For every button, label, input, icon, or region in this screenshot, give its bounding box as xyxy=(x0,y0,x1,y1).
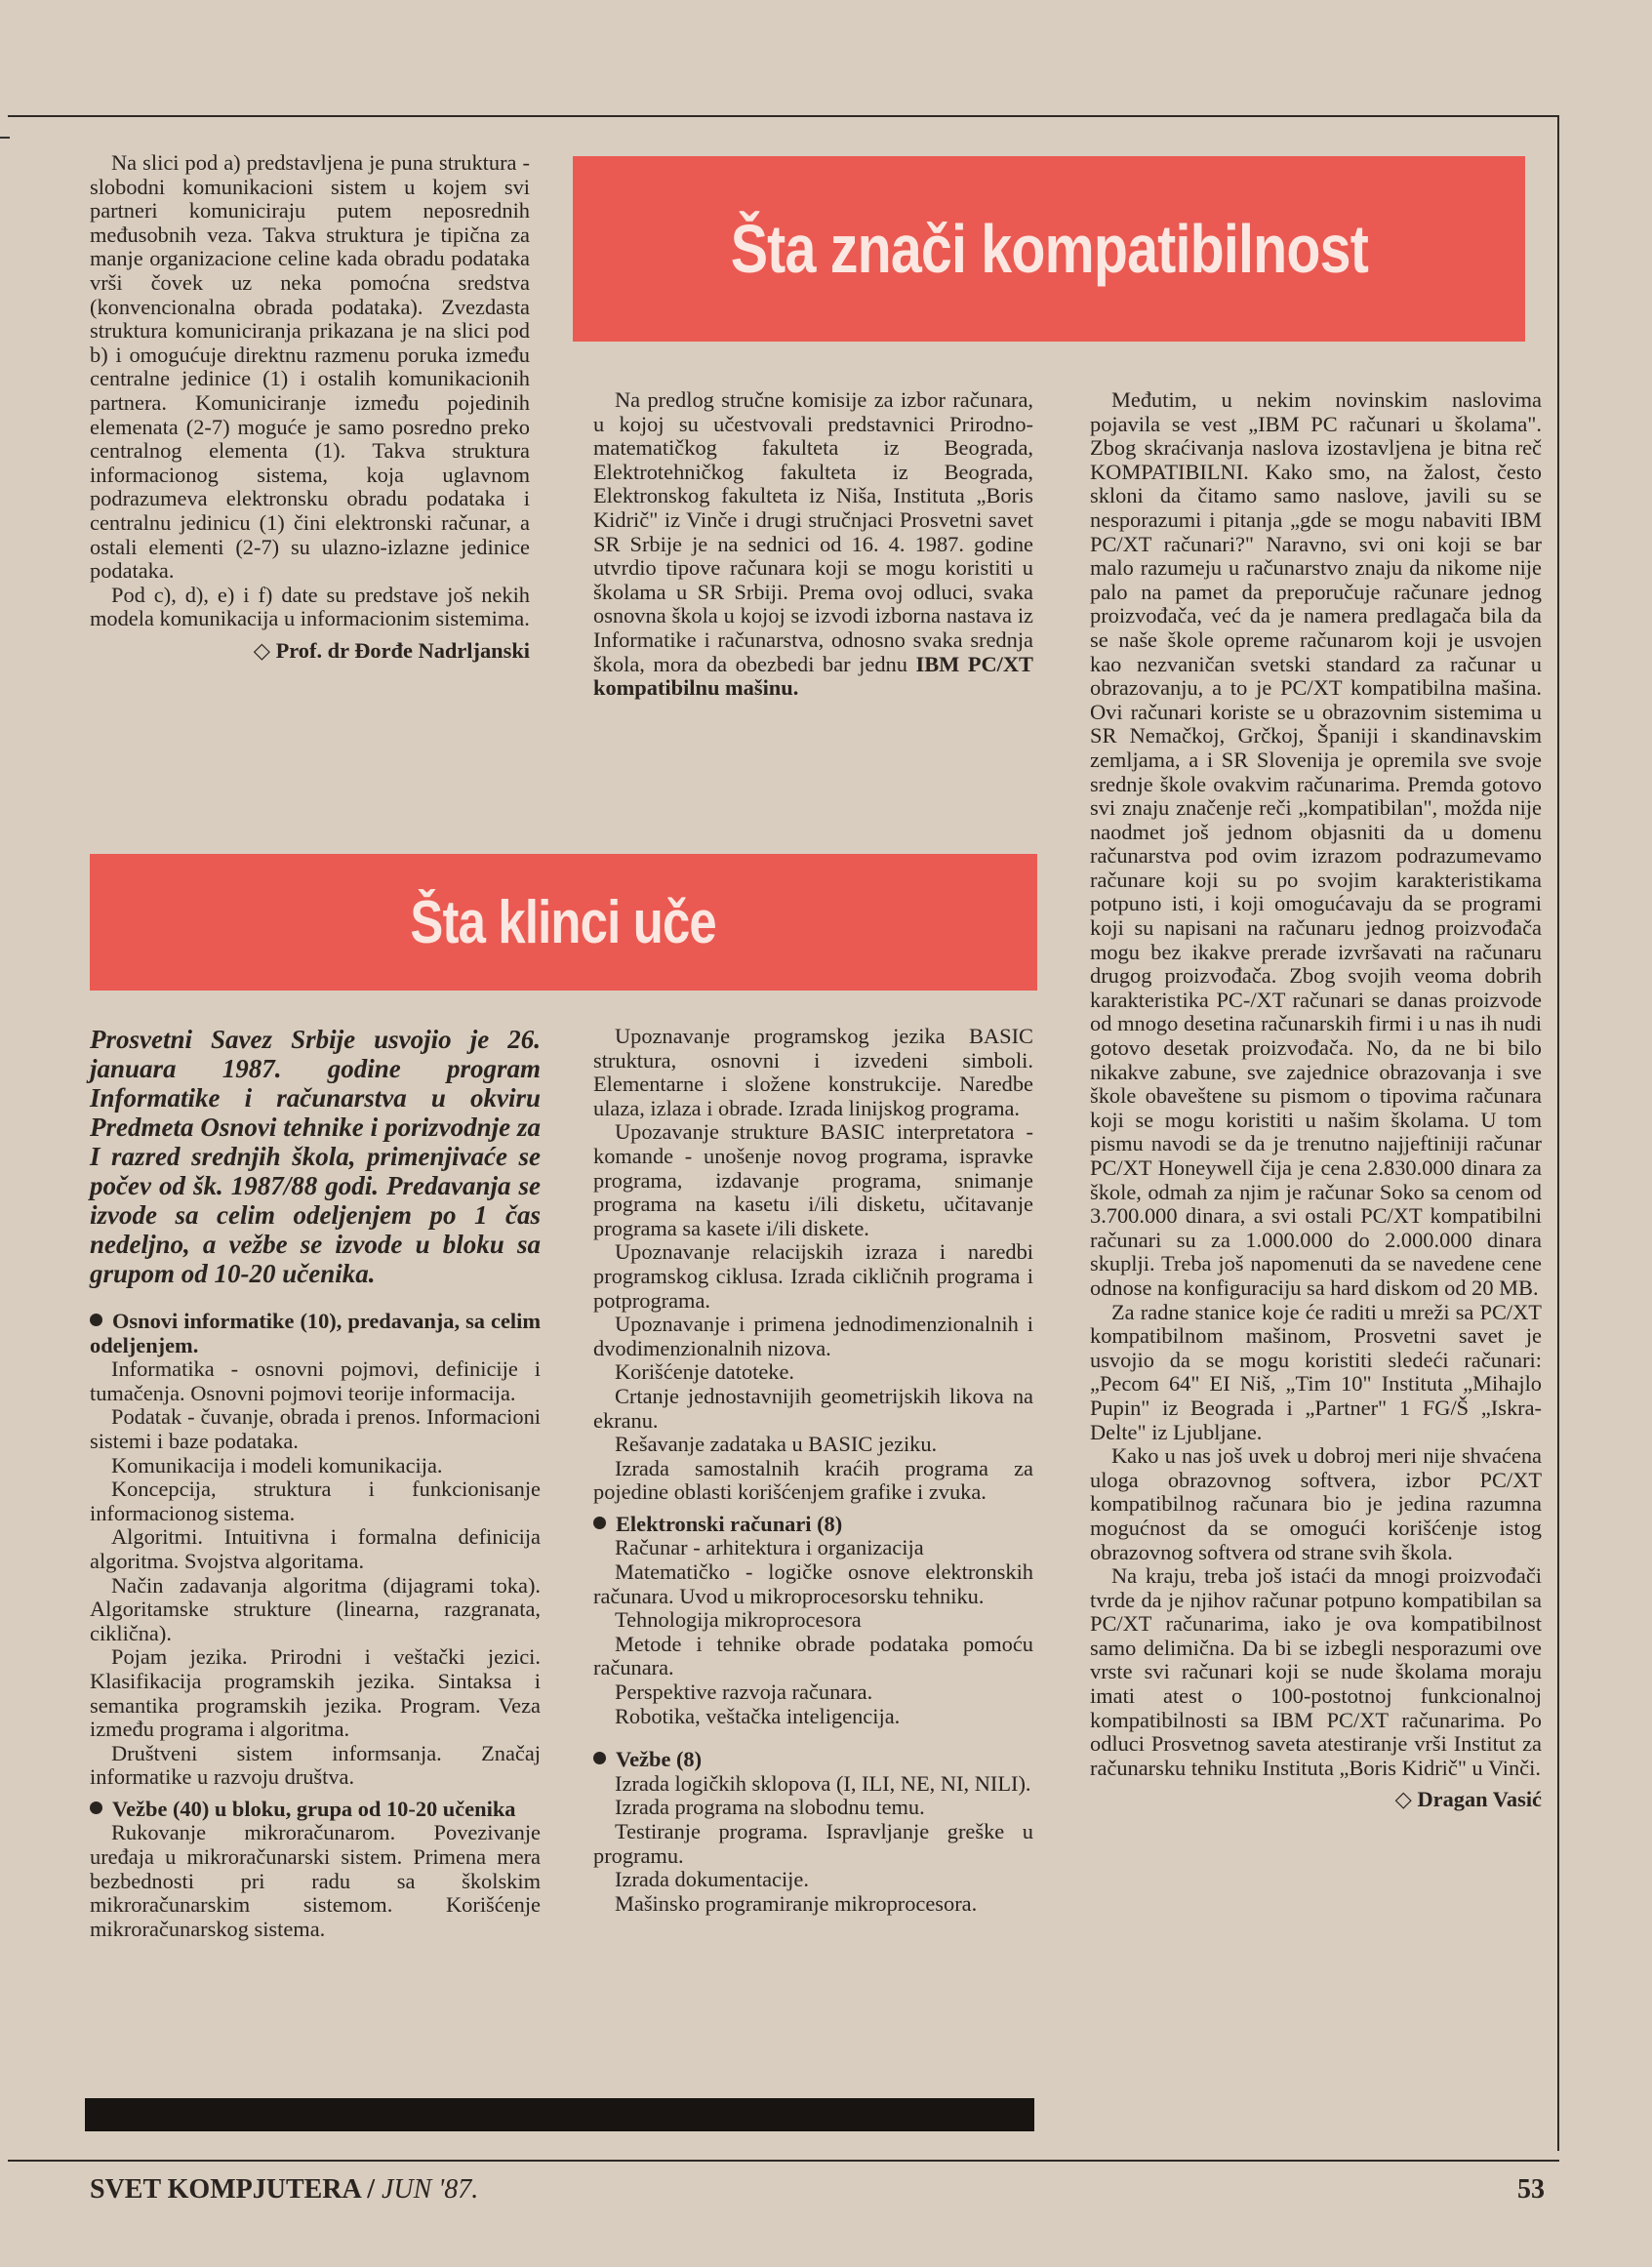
list-item: Način zadavanja algoritma (dijagrami toka). Algoritamske strukture (linearna, razgranata, ciklična). xyxy=(90,1572,541,1645)
list-item: Izrada dokumentacije. xyxy=(615,1867,809,1892)
list-item: Društveni sistem informsanja. Značaj informatike u razvoju društva. xyxy=(90,1740,541,1790)
magazine-footer xyxy=(90,2174,478,2206)
bullet-icon xyxy=(593,1517,606,1529)
list-item: Tehnologija mikroprocesora xyxy=(615,1607,862,1633)
klinci-column-1 xyxy=(90,1025,541,1941)
kompatibilnost-column-1 xyxy=(593,388,1033,701)
bullet-icon xyxy=(90,1801,102,1814)
emphasis: IBM PC/XT kompatibilnu mašinu. xyxy=(593,651,1033,701)
list-item: Računar - arhitektura i organizacija xyxy=(615,1535,924,1560)
paragraph: Na predlog stručne komisije za izbor računara, u kojoj su učestvovali predstavnici Prirodno-matematičkog fakulteta iz Beograda, Elektrotehničkog fakulteta iz Beograda, Elektronskog fakulteta iz Niša, Instituta „Boris Kidrič" iz Vinče i drugi stručnjaci Prosvetni savet SR Srbije je na sednici od 16. 4. 1987. godine utvrdio tipove računara koji se mogu koristiti u školama u SR Srbiji. Prema ovoj odluci, svaka osnovna škola u kojoj se izvodi izborna nastava iz Informatike i računarstva, odnosno svaka srednja škola, mora da obezbedi bar jednu IBM PC/XT kompatibilnu mašinu. xyxy=(593,387,1033,701)
list-item: Algoritmi. Intuitivna i formalna definicija algoritma. Svojstva algoritama. xyxy=(90,1524,541,1573)
list-item: Matematičko - logičke osnove elektronskih računara. Uvod u mikroprocesorsku tehniku. xyxy=(593,1559,1033,1608)
kompatibilnost-column-2 xyxy=(1090,388,1542,1812)
paragraph: Na kraju, treba još istaći da mnogi proizvođači tvrde da je njihov računar potpuno kompatibilan sa PC/XT računarima, iako je ova kompatibilnost samo delimična. Da bi se izbegli nesporazumi ove vrste svi računari koji se nude školama moraju imati atest o 100-postotnoj funkcionalnoj kompatibilnosti sa IBM PC/XT računarima. Po odluci Prosvetnog saveta atestiranje vrši Institut za računarsku tehniku Instituta „Boris Kidrič" u Vinči. xyxy=(1090,1563,1542,1780)
list-item: Izrada samostalnih kraćih programa za pojedine oblasti korišćenjem grafike i zvuka. xyxy=(593,1455,1033,1505)
paragraph: Pod c), d), e) i f) date su predstave još nekih modela komunikacija u informacionim sistemima. xyxy=(90,582,530,631)
footer-rule xyxy=(8,2160,1559,2162)
list-item: Metode i tehnike obrade podataka pomoću računara. xyxy=(593,1631,1033,1680)
headline-banner-kompatibilnost xyxy=(573,156,1525,342)
paragraph: Na slici pod a) predstavljena je puna struktura - slobodni komunikacioni sistem u kojem svi partneri komuniciraju putem neposrednih međusobnih veza. Takva struktura je tipična za manje organizacione celine kada obradu podataka vrši čovek uz neka pomoćna sredstva (konvencionalna obrada podataka). Zvezdasta struktura komuniciranja prikazana je na slici pod b) i omogućuje direktnu razmenu poruka između centralne jedinice (1) i ostalih komunikacionih partnera. Komuniciranje između pojedinih elemenata (2-7) moguće je samo posredno preko centralnog elementa (1). Takva struktura informacionog sistema, koja uglavnom podrazumeva elektronsku obradu podataka i centralnu jedinicu (1) čini elektronski računar, a ostali elementi (2-7) su ulazno-izlazne jedinice podataka. xyxy=(90,150,530,584)
list-item: Rešavanje zadataka u BASIC jeziku. xyxy=(615,1432,938,1457)
list-item: Robotika, veštačka inteligencija. xyxy=(615,1703,901,1728)
byline: ◇ Prof. dr Đorđe Nadrljanski xyxy=(253,637,530,663)
black-divider-bar xyxy=(85,2098,1034,2131)
magazine-name: SVET KOMPJUTERA / xyxy=(90,2174,375,2205)
bullet-icon xyxy=(90,1314,102,1326)
list-item: Rukovanje mikroračunarom. Povezivanje uređaja u mikroračunarski sistem. Primena mera bezbednosti pri radu sa školskim mikroračunarskim sistemom. Korišćenje mikroračunarskog sistema. xyxy=(90,1820,541,1941)
list-item: Upoznavanje programskog jezika BASIC struktura, osnovni i izvedeni simboli. Elementarne i složene konstrukcije. Naredbe ulaza, izlaza i obrade. Izrada linijskog programa. xyxy=(593,1024,1033,1120)
list-item: Mašinsko programiranje mikroprocesora. xyxy=(615,1890,978,1916)
section-heading: Vežbe (8) xyxy=(593,1748,1033,1772)
intro-text: Prosvetni Savez Srbije usvojio je 26. januara 1987. godine program Informatike i računarstva u okviru Predmeta Osnovi tehnike i porizvodnje za I razred srednjih škola, primenjivaće se počev od šk. 1987/88 godi. Predavanja se izvode sa celim odeljenjem po 1 čas nedeljno, a vežbe se izvode u bloku sa grupom od 10-20 učenika. xyxy=(90,1025,541,1288)
klinci-column-2 xyxy=(593,1025,1033,1916)
list-item: Izrada logičkih sklopova (I, ILI, NE, NI, NILI). xyxy=(615,1770,1031,1796)
section-heading: Elektronski računari (8) xyxy=(593,1513,1033,1537)
paragraph: Za radne stanice koje će raditi u mreži sa PC/XT kompatibilnom mašinom, Prosvetni savet je usvojio da se mogu koristiti sledeći računari: „Pecom 64" EI Niš, „Tim 10" Instituta „Mihajlo Pupin" iz Beograda i „Partner" 1 FG/Š „Iskra-Delte" iz Ljubljane. xyxy=(1090,1299,1542,1444)
list-item: Pojam jezika. Prirodni i veštački jezici. Klasifikacija programskih jezika. Sintaksa i semantika programskih jezika. Program. Veza između programa i algoritma. xyxy=(90,1644,541,1742)
list-item: Koncepcija, struktura i funkcionisanje informacionog sistema. xyxy=(90,1477,541,1525)
list-item: Crtanje jednostavnijih geometrijskih likova na ekranu. xyxy=(593,1383,1033,1433)
headline: Šta klinci uče xyxy=(410,888,717,956)
paragraph: Kako u nas još uvek u dobroj meri nije shvaćena uloga obrazovnog softvera, izbor PC/XT kompatibilnog računara bio je jedina razumna mogućnost da se omogući korišćenje istog obrazovnog softvera od strane svih škola. xyxy=(1090,1443,1542,1564)
headline-banner-klinci xyxy=(90,854,1037,991)
list-item: Testiranje programa. Ispravljanje greške u programu. xyxy=(593,1819,1033,1868)
headline: Šta znači kompatibilnost xyxy=(730,211,1368,287)
issue-date: JUN '87. xyxy=(381,2174,479,2205)
section-heading: Vežbe (40) u bloku, grupa od 10-20 učenika xyxy=(90,1798,541,1822)
list-item: Informatika - osnovni pojmovi, definicije i tumačenja. Osnovni pojmovi teorije informacija. xyxy=(90,1356,541,1405)
list-item: Komunikacija i modeli komunikacija. xyxy=(111,1452,443,1478)
page-number: 53 xyxy=(1517,2174,1545,2205)
prev-article-column xyxy=(90,151,530,663)
list-item: Upoznavanje i primena jednodimenzionalnih i dvodimenzionalnih nizova. xyxy=(593,1312,1033,1360)
byline: ◇ Dragan Vasić xyxy=(1394,1787,1542,1812)
paragraph: Međutim, u nekim novinskim naslovima pojavila se vest „IBM PC računari u školama". Zbog skraćivanja naslova izostavljena je bitna reč KOMPATIBILNI. Kako smo, na žalost, često skloni da čitamo samo naslove, javili su se nesporazumi i pitanja „gde se mogu nabaviti IBM PC/XT računari?" Naravno, svi oni koji se bar malo razumeju u računarstvo znaju da nikome nije palo na pamet da preporučuje računare jednog proizvođača, već da je namera predlagača bila da se naše škole opreme računarom koji je usvojen kao nezvaničan svetski standard za računar u obrazovanju, a to je PC/XT kompatibilna mašina. Ovi računari koriste se u obrazovnim sistemima u SR Nemačkoj, Grčkoj, Španiji i skandinavskim zemljama, a i SR Slovenija je opremila sve svoje srednje škole ovakvim računarima. Premda gotovo svi znaju značenje reči „kompatibilan", možda nije naodmet još jednom objasniti da u domenu računarstva pod ovim izrazom podrazumevamo računare koji su po svojim karakteristikama potpuno isti, i koji omogućavaju da se programi koji su napisani na računaru jednog proizvođača mogu bez ikakve prerade izvršavati na računaru drugog proizvođača. Zbog svojih veoma dobrih karakteristika PC-/XT računari se danas proizvode od mnogo desetina računarskih firmi i u nas ih nudi gotovo desetak proizvođača. No, da ne bi bilo nikakve zabune, sve zajednice obrazovanja i sve škole obaveštene su pismom o tipovima računara koji se mogu koristiti u našim školama. U tom pismu navodi se da je trenutno najjeftiniji računar PC/XT Honeywell čija je cena 2.830.000 dinara za škole, odmah za njim je računar Soko sa cenom od 3.700.000 dinara, a svi ostali PC/XT kompatibilni računari su za 1.000.000 do 2.000.000 dinara skuplji. Treba još napomenuti da se navedene cene odnose na konfiguraciju sa hard diskom od 20 MB. xyxy=(1090,387,1542,1300)
list-item: Upoznavanje relacijskih izraza i naredbi programskog ciklusa. Izrada cikličnih programa i potprograma. xyxy=(593,1239,1033,1313)
section-heading: Osnovi informatike (10), predavanja, sa celim odeljenjem. xyxy=(90,1309,541,1357)
list-item: Perspektive razvoja računara. xyxy=(615,1680,873,1705)
list-item: Korišćenje datoteke. xyxy=(615,1359,795,1385)
list-item: Upozavanje strukture BASIC interpretatora - komande - unošenje novog programa, ispravke programa, izdavanje programa, snimanje programa na kasetu i/ili disketu, učitavanje programa sa kasete i/ili diskete. xyxy=(593,1119,1033,1240)
list-item: Podatak - čuvanje, obrada i prenos. Informacioni sistemi i baze podataka. xyxy=(90,1404,541,1453)
list-item: Izrada programa na slobodnu temu. xyxy=(615,1795,925,1820)
bullet-icon xyxy=(593,1752,606,1764)
